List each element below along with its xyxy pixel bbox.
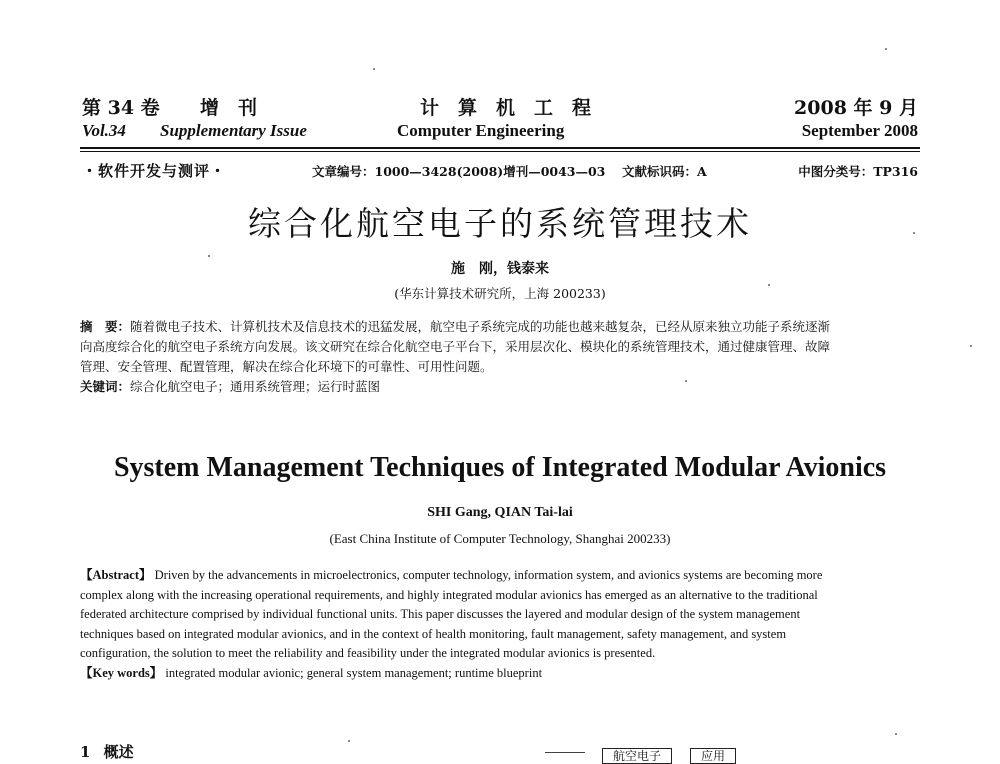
affiliation-cn: (华东计算技术研究所，上海 200233): [394, 286, 606, 301]
section-1-title: 概述: [103, 743, 134, 761]
scan-speck: [208, 255, 210, 257]
issue-cn: 增 刊: [200, 97, 258, 119]
section-1-heading: [80, 741, 134, 762]
volume-en: Vol.34: [82, 121, 126, 140]
abstract-en-line: complex along with the increasing operational requirements, and highly integrated modular avionics has emerged as an alternative to the traditional: [80, 587, 818, 602]
figure-box-avionics: 航空电子: [602, 748, 672, 764]
figure-connector: [545, 752, 585, 753]
keywords-cn-label: 关键词：: [80, 379, 131, 394]
figure-box-application: 应用: [690, 748, 736, 764]
journal-cn: 计 算 机 工 程: [420, 97, 592, 119]
scan-speck: [685, 380, 687, 382]
scan-speck: [885, 48, 887, 50]
title-cn: 综合化航空电子的系统管理技术: [248, 204, 752, 243]
abstract-cn: [80, 317, 920, 397]
keywords-en-label: 【Key words】: [80, 665, 163, 680]
authors-cn: 施 刚，钱泰来: [451, 261, 549, 277]
scan-speck: [348, 740, 350, 742]
header-rule-thick: [80, 147, 920, 149]
abstract-en-label: 【Abstract】: [80, 568, 152, 582]
keywords-cn-text: 综合化航空电子；通用系统管理；运行时蓝图: [130, 379, 381, 394]
abstract-cn-line: 向高度综合化的航空电子系统方向发展。该文研究在综合化航空电子平台下，采用层次化、模块化的系统管理技术，通过健康管理、故障: [80, 339, 831, 354]
abstract-en-line: federated architecture comprised by individual functional units. This paper discusses the layered and modular design of the system management: [80, 607, 801, 621]
date-en: September 2008: [801, 121, 918, 140]
volume-cn: 第 34 卷: [82, 97, 160, 119]
header-rule-thin: [80, 151, 920, 152]
abstract-en-line: Driven by the advancements in microelectronics, computer technology, information system, and avionics systems are becoming more: [154, 568, 823, 582]
article-number: 文章编号：1000—3428(2008)增刊—0043—03: [312, 164, 606, 179]
abstract-en: [80, 566, 920, 683]
section-1-number: 1: [80, 743, 91, 761]
authors-en: SHI Gang, QIAN Tai-lai: [427, 505, 573, 520]
scan-speck: [373, 68, 375, 70]
abstract-cn-line: 随着微电子技术、计算机技术及信息技术的迅猛发展，航空电子系统完成的功能也越来越复杂，已经从原来独立功能子系统逐渐: [130, 319, 831, 334]
title-en: System Management Techniques of Integrated Modular Avionics: [113, 452, 887, 483]
section-label: ・软件开发与测评・: [82, 162, 227, 180]
abstract-en-line: configuration, the solution to meet the reliability and feasibility under the integrated modular avionics is presented.: [80, 646, 656, 660]
issue-en: Supplementary Issue: [160, 121, 307, 140]
document-code: 文献标识码：A: [622, 164, 707, 179]
scan-speck: [895, 733, 897, 735]
affiliation-en: (East China Institute of Computer Technology, Shanghai 200233): [329, 531, 671, 546]
abstract-cn-label: 摘 要：: [80, 319, 131, 334]
journal-en: Computer Engineering: [397, 121, 565, 140]
scan-speck: [970, 345, 972, 347]
abstract-en-line: techniques based on integrated modular avionics, and in the context of health monitoring, fault management, safety management, and system: [80, 626, 787, 641]
classification-number: 中图分类号：TP316: [798, 164, 918, 179]
scan-speck: [768, 284, 770, 286]
keywords-en-text: integrated modular avionic; general system management; runtime blueprint: [165, 665, 543, 680]
scan-speck: [913, 232, 915, 234]
abstract-cn-line: 管理、安全管理、配置管理，解决在综合化环境下的可靠性、可用性问题。: [80, 359, 493, 374]
date-cn: 2008 年 9 月: [794, 97, 918, 119]
